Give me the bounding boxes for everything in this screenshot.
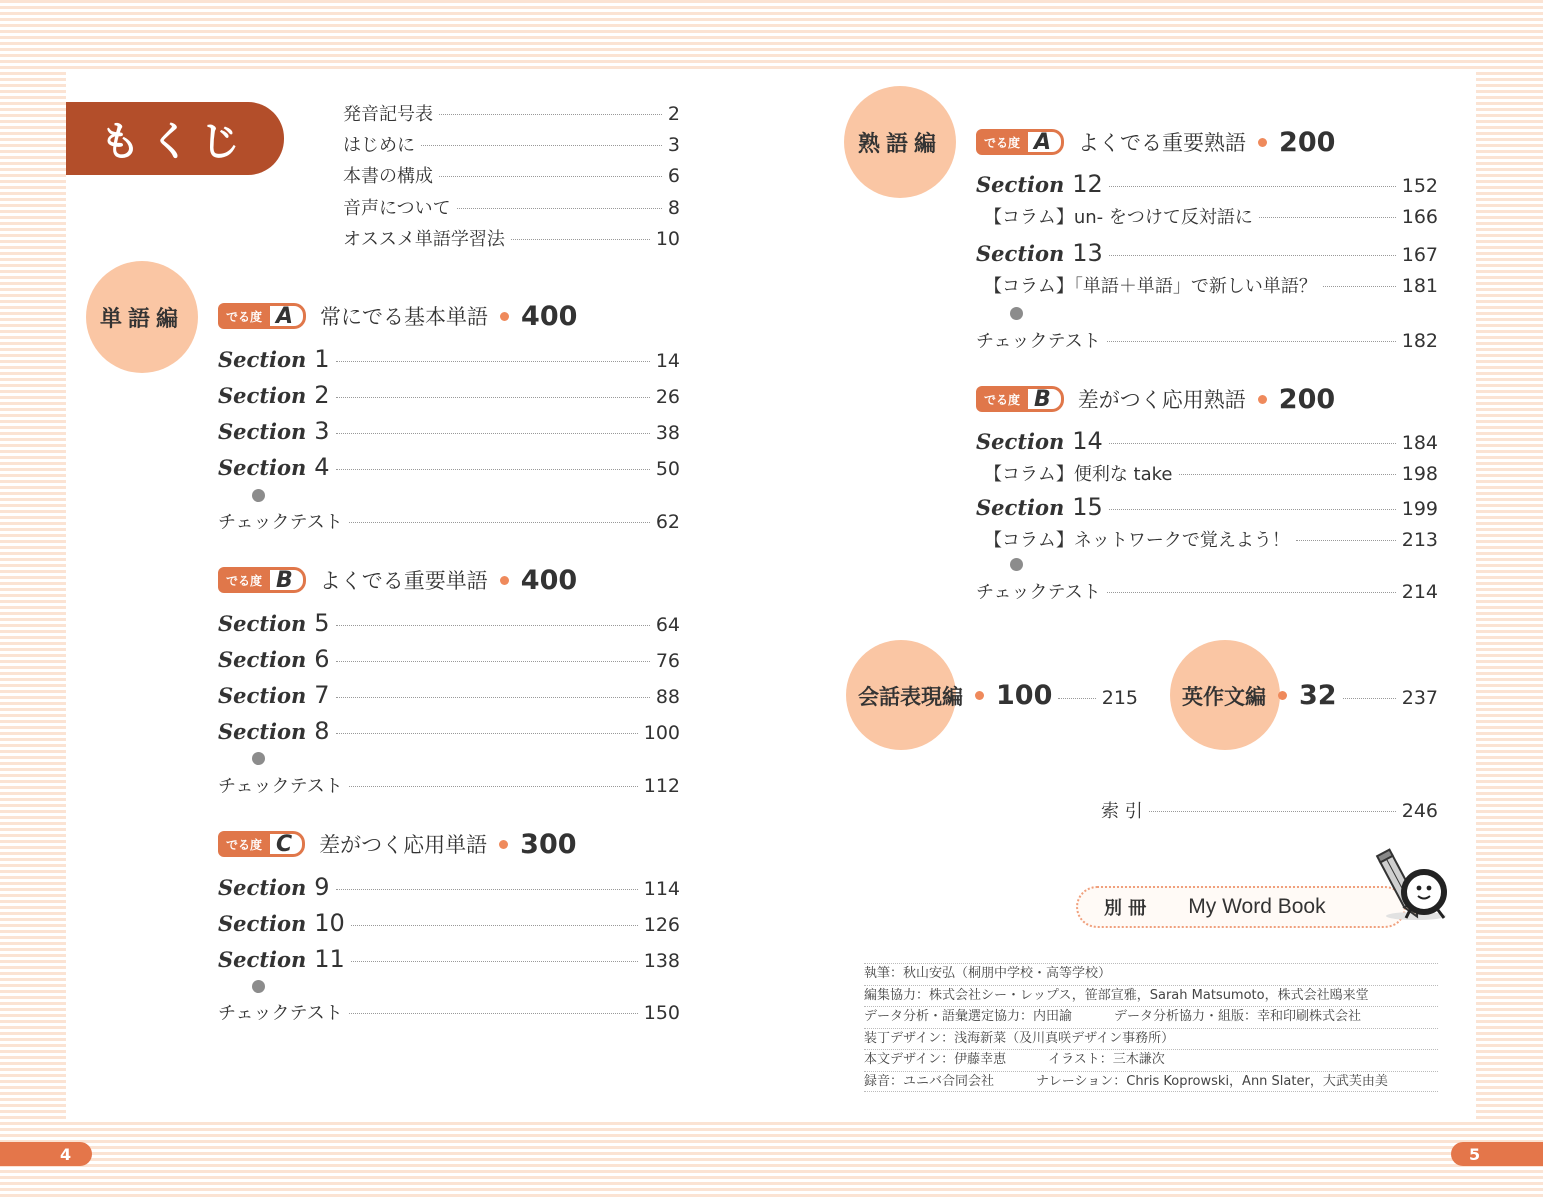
leader-dots: [1149, 811, 1396, 812]
section-number: 15: [1072, 493, 1103, 521]
item-count: 100: [996, 680, 1053, 711]
toc-section-row: [218, 381, 680, 409]
frequency-badge: でる度: [218, 567, 270, 593]
toc-label: 本書の構成: [343, 166, 433, 187]
toc-row: [343, 194, 680, 220]
credit-text: ナレーション：Chris Koprowski，Ann Slater，大武芙由美: [1036, 1073, 1388, 1089]
frequency-badge: でる度: [218, 831, 270, 857]
page-ref: 112: [643, 775, 680, 797]
leader-dots: [1107, 592, 1396, 593]
page-ref: 26: [655, 386, 680, 408]
section-label: Section: [218, 647, 307, 672]
leader-dots: [1107, 341, 1396, 342]
section-number: 14: [1072, 427, 1103, 455]
bullet-dot: [500, 576, 509, 585]
toc-row: [218, 772, 680, 798]
toc-label: 【コラム】「単語＋単語」で新しい単語？: [984, 276, 1317, 297]
leader-dots: [349, 1013, 638, 1014]
group-title: 差がつく応用単語: [319, 833, 488, 857]
leader-dots: [439, 176, 662, 177]
section-circle-jukugo: 熟語編: [844, 86, 956, 198]
part-label: 会話表現編: [858, 685, 963, 709]
section-number: 6: [314, 645, 330, 673]
leader-dots: [1109, 443, 1396, 444]
section-number: 3: [314, 417, 330, 445]
group-title: よくでる重要熟語: [1078, 131, 1247, 155]
section-label: Section: [218, 683, 307, 708]
section-label: Section: [218, 455, 307, 480]
page-ref: 2: [667, 103, 680, 125]
frequency-heading: [976, 383, 1336, 415]
page-ref: 214: [1401, 581, 1438, 603]
leader-dots: [439, 114, 662, 115]
toc-row: [1101, 797, 1438, 823]
toc-section-row: [218, 417, 680, 445]
page-ref: 126: [643, 914, 680, 936]
page-ref: 8: [667, 197, 680, 219]
credit-line: [864, 1071, 1438, 1093]
toc-row: [218, 508, 680, 534]
bessatsu-title: My Word Book: [1188, 895, 1326, 918]
frequency-grade: A: [270, 303, 306, 329]
toc-row: [984, 272, 1438, 298]
section-number: 11: [314, 945, 345, 973]
separator-dot: [252, 752, 265, 765]
frequency-badge: でる度: [976, 386, 1028, 412]
toc-label: 【コラム】ネットワークで覚えよう！: [984, 530, 1290, 551]
word-count: 300: [520, 828, 577, 860]
group-title: 常にでる基本単語: [320, 305, 489, 329]
leader-dots: [336, 397, 650, 398]
word-count: 200: [1278, 383, 1336, 415]
credit-text: 装丁デザイン：浅海新菜（及川真咲デザイン事務所）: [864, 1030, 1175, 1046]
leader-dots: [349, 522, 650, 523]
bullet-dot: [1278, 691, 1287, 700]
leader-dots: [336, 733, 638, 734]
section-number: 5: [314, 609, 330, 637]
page-ref: 150: [643, 1002, 680, 1024]
section-number: 13: [1072, 239, 1103, 267]
bullet-dot: [1258, 395, 1267, 404]
page-ref: 10: [655, 228, 680, 250]
page-ref: 246: [1401, 800, 1438, 822]
page-ref: 152: [1401, 175, 1438, 197]
page-ref: 198: [1401, 463, 1438, 485]
toc-section-row: [976, 427, 1438, 455]
toc-label: オススメ単語学習法: [343, 229, 505, 250]
frequency-grade: A: [1028, 129, 1064, 155]
section-number: 10: [314, 909, 345, 937]
word-count: 400: [521, 300, 578, 332]
toc-row: [976, 578, 1438, 604]
leader-dots: [351, 961, 638, 962]
part-label: 英作文編: [1182, 685, 1266, 709]
page-number-left-text: 4: [60, 1144, 72, 1164]
page-ref: 199: [1401, 498, 1438, 520]
section-number: 7: [314, 681, 330, 709]
leader-dots: [351, 925, 638, 926]
leader-dots: [1109, 186, 1396, 187]
page-ref: 88: [655, 686, 680, 708]
leader-dots: [1109, 509, 1396, 510]
toc-section-row: [976, 170, 1438, 198]
section-label: Section: [976, 429, 1065, 454]
section-label: Section: [218, 719, 307, 744]
leader-dots: [336, 661, 650, 662]
toc-section-row: [976, 493, 1438, 521]
group-title: 差がつく応用熟語: [1077, 388, 1246, 412]
leader-dots: [336, 469, 650, 470]
toc-label: はじめに: [343, 135, 415, 156]
page-ref: 167: [1401, 244, 1438, 266]
toc-label: 音声について: [343, 198, 451, 219]
kaiwa-row: [858, 680, 1138, 711]
leader-dots: [421, 145, 662, 146]
separator-dot: [252, 489, 265, 502]
page-title: もくじ: [66, 102, 284, 175]
frequency-heading: [976, 126, 1336, 158]
toc-row: [343, 131, 680, 157]
credit-line: [864, 1028, 1438, 1050]
toc-label: 索 引: [1101, 801, 1143, 822]
section-label: Section: [218, 383, 307, 408]
leader-dots: [1259, 217, 1396, 218]
leader-dots: [336, 361, 650, 362]
leader-dots: [511, 239, 650, 240]
group-title: よくでる重要単語: [319, 569, 488, 593]
page-ref: 184: [1401, 432, 1438, 454]
credit-text: イラスト：三木謙次: [1048, 1052, 1165, 1067]
credit-text: データ分析協力・組版：幸和印刷株式会社: [1114, 1009, 1362, 1024]
toc-label: 【コラム】便利な take: [984, 464, 1173, 485]
credit-text: 編集協力：株式会社シー・レップス，笹部宣雅，Sarah Matsumoto，株式会社鴎来堂: [864, 987, 1369, 1003]
leader-dots: [1343, 698, 1396, 699]
frequency-grade: C: [270, 831, 305, 857]
page-ref: 6: [667, 165, 680, 187]
toc-label: チェックテスト: [218, 512, 343, 533]
section-number: 4: [314, 453, 330, 481]
section-label: Section: [976, 241, 1065, 266]
pencil-mascot-icon: [1372, 846, 1458, 928]
page-ref: 50: [655, 458, 680, 480]
section-number: 9: [314, 873, 330, 901]
leader-dots: [1058, 698, 1095, 699]
leader-dots: [457, 208, 662, 209]
frequency-heading: [218, 300, 578, 332]
leader-dots: [349, 786, 638, 787]
page-ref: 138: [643, 950, 680, 972]
credit-text: データ分析・語彙選定協力：内田諭: [864, 1009, 1073, 1024]
toc-section-row: [218, 681, 680, 709]
page-ref: 182: [1401, 330, 1438, 352]
page-ref: 181: [1401, 275, 1438, 297]
page-ref: 38: [655, 422, 680, 444]
separator-dot: [252, 980, 265, 993]
toc-label: チェックテスト: [976, 582, 1101, 603]
page-ref: 237: [1401, 687, 1438, 709]
leader-dots: [336, 625, 650, 626]
section-label: Section: [218, 947, 307, 972]
section-number: 12: [1072, 170, 1103, 198]
section-number: 2: [314, 381, 330, 409]
toc-label: 【コラム】un- をつけて反対語に: [984, 207, 1253, 228]
toc-section-row: [218, 609, 680, 637]
toc-section-row: [218, 945, 680, 973]
toc-row: [343, 162, 680, 188]
bullet-dot: [975, 691, 984, 700]
separator-dot: [1010, 307, 1023, 320]
page-ref: 213: [1401, 529, 1438, 551]
page-ref: 114: [643, 878, 680, 900]
word-count: 400: [520, 564, 578, 596]
credit-text: 本文デザイン：伊藤幸恵: [864, 1052, 1007, 1067]
leader-dots: [1296, 540, 1396, 541]
bessatsu-pill: [1076, 886, 1406, 928]
section-label: Section: [218, 611, 307, 636]
section-label: Section: [218, 911, 307, 936]
page-number-right: [1451, 1142, 1543, 1166]
leader-dots: [1179, 474, 1396, 475]
credit-line: [864, 1049, 1438, 1071]
toc-row: [343, 225, 680, 251]
toc-row: [984, 203, 1438, 229]
section-number: 1: [314, 345, 330, 373]
frequency-heading: [218, 564, 578, 596]
credit-line: [864, 985, 1438, 1007]
credit-text: 録音：ユニバ合同会社: [864, 1073, 995, 1089]
frequency-badge: でる度: [218, 303, 270, 329]
page-ref: 100: [643, 722, 680, 744]
section-label: Section: [976, 495, 1065, 520]
credits: [864, 963, 1438, 1092]
frequency-grade: B: [270, 567, 306, 593]
page-number-right-text: 5: [1469, 1144, 1481, 1164]
section-label: Section: [218, 875, 307, 900]
item-count: 32: [1299, 680, 1337, 711]
toc-label: 発音記号表: [343, 104, 433, 125]
section-number: 8: [314, 717, 330, 745]
toc-section-row: [218, 453, 680, 481]
bullet-dot: [1258, 138, 1267, 147]
frequency-heading: [218, 828, 577, 860]
toc-row: [984, 460, 1438, 486]
frequency-badge: でる度: [976, 129, 1028, 155]
frequency-grade: B: [1028, 386, 1064, 412]
toc-section-row: [218, 645, 680, 673]
page-ref: 215: [1101, 687, 1138, 709]
toc-section-row: [218, 345, 680, 373]
page-number-left: [0, 1142, 92, 1166]
toc-label: チェックテスト: [218, 1003, 343, 1024]
toc-label: チェックテスト: [976, 331, 1101, 352]
toc-section-row: [218, 873, 680, 901]
toc-row: [343, 100, 680, 126]
toc-row: [218, 999, 680, 1025]
section-label: Section: [976, 172, 1065, 197]
page-ref: 62: [655, 511, 680, 533]
toc-section-row: [976, 239, 1438, 267]
section-circle-tango: 単語編: [86, 261, 198, 373]
toc-section-row: [218, 909, 680, 937]
eisaku-row: [1182, 680, 1438, 711]
toc-row: [984, 526, 1438, 552]
separator-dot: [1010, 558, 1023, 571]
page-ref: 14: [655, 350, 680, 372]
section-label: Section: [218, 347, 307, 372]
bullet-dot: [499, 840, 508, 849]
page-ref: 3: [667, 134, 680, 156]
leader-dots: [1323, 286, 1396, 287]
credit-line: [864, 1006, 1438, 1028]
leader-dots: [336, 697, 650, 698]
toc-section-row: [218, 717, 680, 745]
page-ref: 166: [1401, 206, 1438, 228]
leader-dots: [336, 889, 638, 890]
page-ref: 64: [655, 614, 680, 636]
leader-dots: [336, 433, 650, 434]
toc-label: チェックテスト: [218, 776, 343, 797]
page-ref: 76: [655, 650, 680, 672]
credit-text: 執筆：秋山安弘（桐朋中学校・高等学校）: [864, 966, 1112, 981]
section-label: Section: [218, 419, 307, 444]
bullet-dot: [500, 312, 509, 321]
leader-dots: [1109, 255, 1396, 256]
bessatsu-label: 別 冊: [1104, 898, 1147, 919]
toc-row: [976, 327, 1438, 353]
credit-line: [864, 963, 1438, 985]
word-count: 200: [1279, 126, 1336, 158]
